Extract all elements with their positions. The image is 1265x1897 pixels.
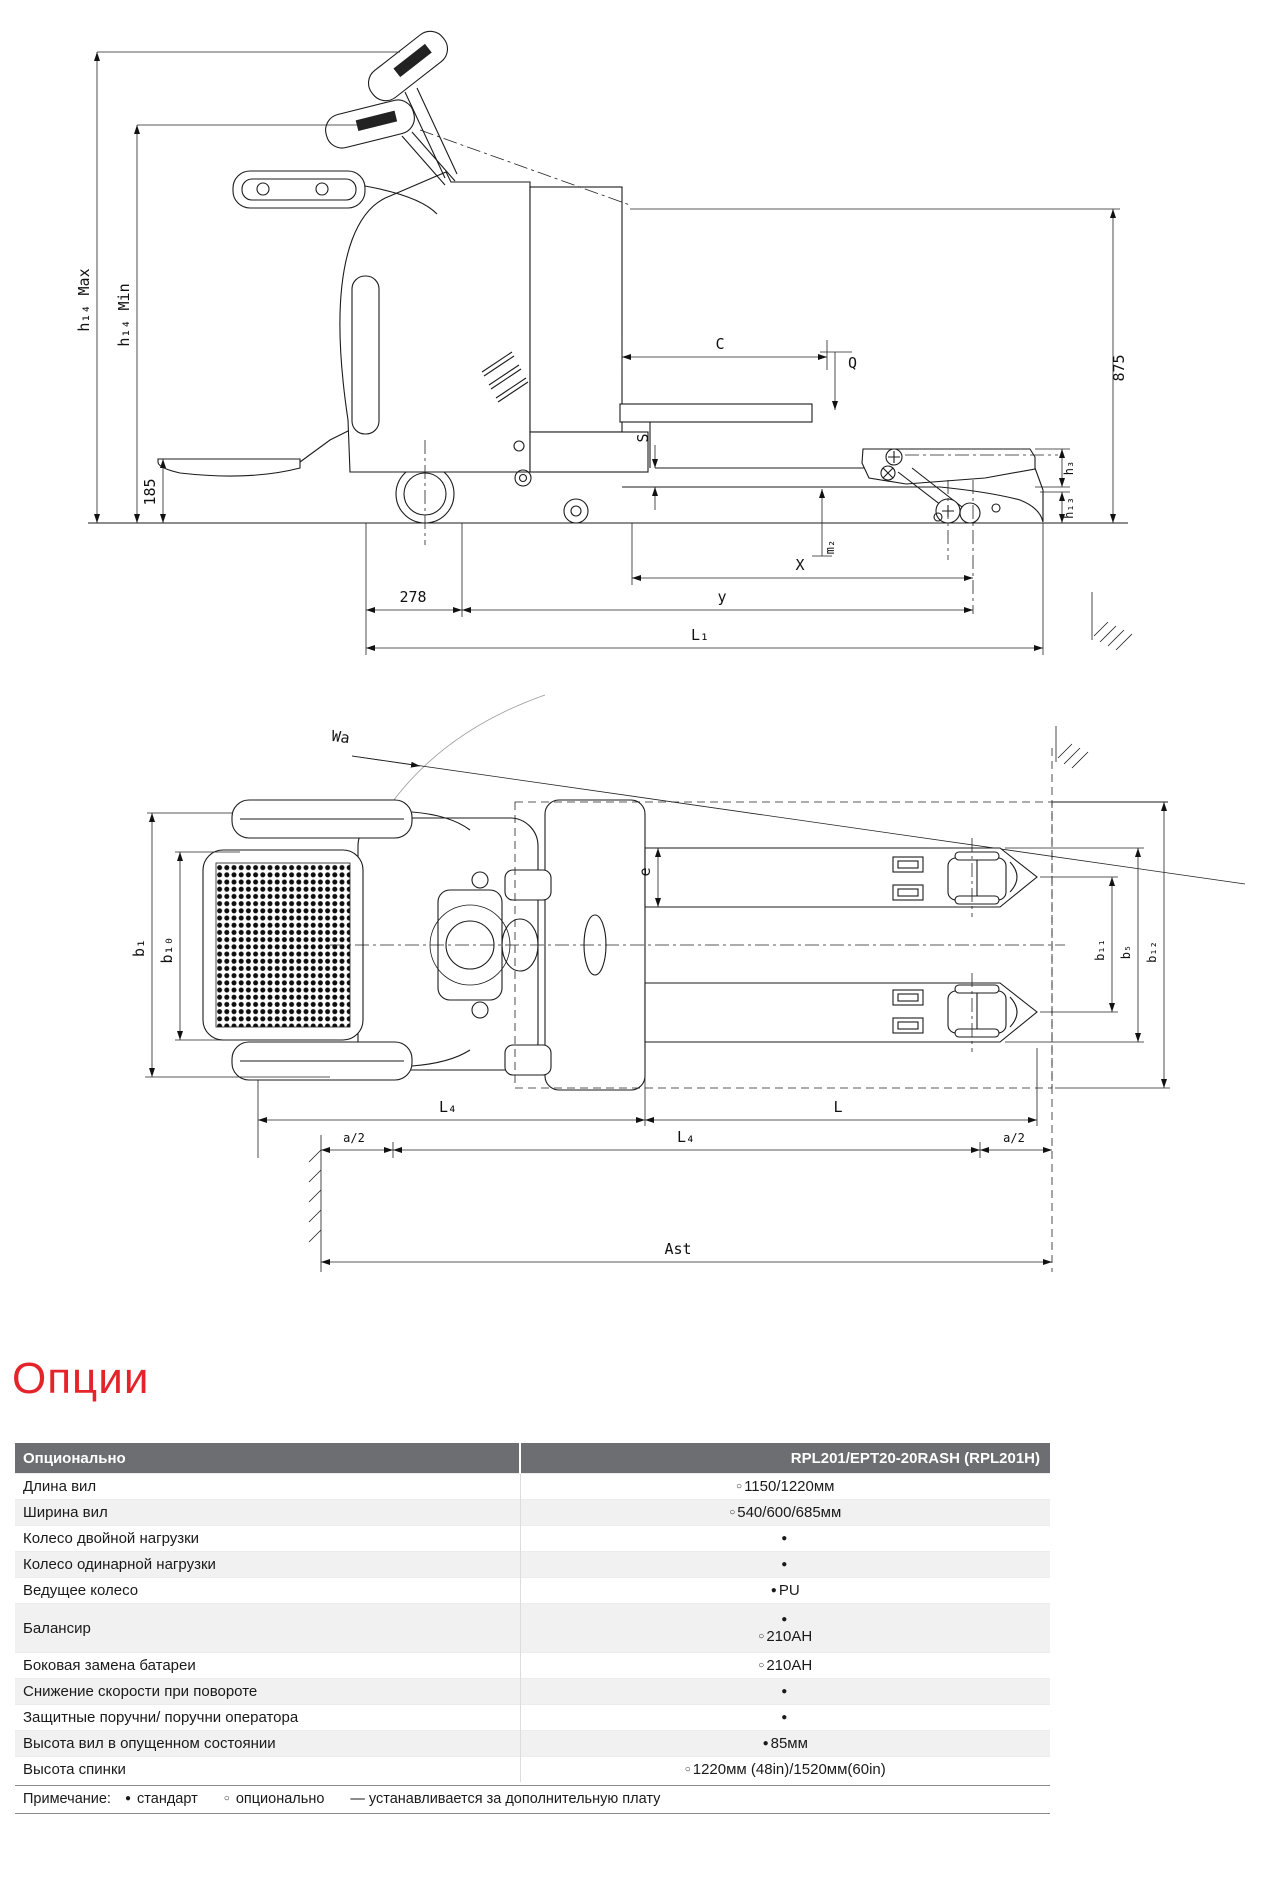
dim-label-q: Q	[848, 354, 858, 372]
dim-label-a2-left: a/2	[343, 1131, 365, 1145]
side-view-drawing	[75, 25, 1128, 655]
dim-label-h3: h₃	[1062, 460, 1076, 476]
table-row	[15, 1757, 1050, 1783]
dim-label-l4-mid: L₄	[676, 1128, 696, 1146]
dim-label-h14-max: h₁₄ Max	[75, 268, 93, 332]
row-value: ●	[520, 1679, 1050, 1705]
table-row	[15, 1653, 1050, 1679]
wall-hatch-right-mid	[1056, 726, 1088, 768]
options-table-body	[15, 1474, 1050, 1783]
dim-label-278: 278	[399, 588, 427, 606]
row-label: Ведущее колесо	[15, 1578, 520, 1604]
row-label: Колесо одинарной нагрузки	[15, 1552, 520, 1578]
dim-label-h14-min: h₁₄ Min	[115, 283, 133, 347]
row-value: ● 85мм	[520, 1731, 1050, 1757]
options-table	[15, 1443, 1050, 1782]
fork-side	[622, 422, 1058, 614]
row-label: Высота вил в опущенном состоянии	[15, 1731, 520, 1757]
row-value: ●	[520, 1705, 1050, 1731]
table-row	[15, 1500, 1050, 1526]
dim-label-185: 185	[141, 478, 159, 506]
wall-hatch-right-top	[1092, 592, 1132, 650]
row-label: Ширина вил	[15, 1500, 520, 1526]
row-label: Высота спинки	[15, 1757, 520, 1783]
row-value: ○ 1150/1220мм	[520, 1474, 1050, 1500]
row-label: Балансир	[15, 1604, 520, 1653]
row-label: Снижение скорости при повороте	[15, 1679, 520, 1705]
dim-label-b5: b₅	[1119, 944, 1133, 960]
wall-hatch-left	[309, 1135, 321, 1272]
table-row	[15, 1604, 1050, 1653]
dim-label-l-fork: L	[833, 1098, 843, 1116]
table-note-label: Примечание:	[23, 1791, 111, 1808]
table-row	[15, 1578, 1050, 1604]
dim-label-c: C	[715, 335, 725, 353]
dim-label-l1: L₁	[690, 626, 710, 644]
fork-top-lower	[645, 973, 1037, 1052]
dim-label-875: 875	[1110, 354, 1128, 382]
dim-label-x: X	[795, 556, 805, 574]
table-row	[15, 1474, 1050, 1500]
pallet-truck-top-silhouette	[203, 592, 1168, 1272]
row-value: ●	[520, 1526, 1050, 1552]
dim-label-y: y	[717, 588, 727, 606]
row-label: Боковая замена батареи	[15, 1653, 520, 1679]
table-row	[15, 1731, 1050, 1757]
table-row	[15, 1679, 1050, 1705]
row-value: ● PU	[520, 1578, 1050, 1604]
row-value: ● ○ 210AH	[520, 1604, 1050, 1653]
options-table-container	[15, 1443, 1050, 1814]
note-item: ● стандарт	[124, 1791, 198, 1808]
table-note	[15, 1785, 1050, 1814]
tiller-arm-max	[362, 25, 457, 178]
row-value: ○ 210AH	[520, 1653, 1050, 1679]
pallet-truck-side-silhouette	[158, 25, 1058, 614]
row-value: ○ 1220мм (48in)/1520мм(60in)	[520, 1757, 1050, 1783]
dim-label-b11: b₁₁	[1093, 939, 1107, 961]
dim-label-a2-right: a/2	[1003, 1131, 1025, 1145]
table-note-items	[111, 1791, 660, 1807]
dim-label-b12: b₁₂	[1145, 941, 1159, 963]
row-label: Защитные поручни/ поручни оператора	[15, 1705, 520, 1731]
table-row	[15, 1705, 1050, 1731]
table-header-col1: Опционально	[15, 1443, 520, 1474]
note-item: — устанавливается за дополнительную плату	[350, 1791, 661, 1808]
table-row	[15, 1526, 1050, 1552]
row-label: Длина вил	[15, 1474, 520, 1500]
fork-top-upper	[645, 838, 1037, 917]
dim-label-b10: b₁₀	[158, 936, 176, 964]
dim-label-s: S	[634, 433, 652, 443]
dim-label-l4-body: L₄	[438, 1098, 458, 1116]
dim-label-e: e	[636, 867, 654, 877]
dim-label-ast: Ast	[664, 1240, 692, 1258]
dim-label-wa: Wa	[330, 726, 351, 748]
dim-label-b1: b₁	[130, 938, 148, 958]
table-header-col2: RPL201/EPT20-20RASH (RPL201H)	[520, 1443, 1050, 1474]
dim-label-m2: m₂	[823, 539, 837, 555]
top-view-drawing	[130, 592, 1245, 1272]
row-value: ●	[520, 1552, 1050, 1578]
options-section-title: Опции	[12, 1354, 150, 1403]
table-row	[15, 1552, 1050, 1578]
row-label: Колесо двойной нагрузки	[15, 1526, 520, 1552]
table-header-row	[15, 1443, 1050, 1474]
note-item: ○ опционально	[223, 1791, 325, 1808]
dim-label-h13: h₁₃	[1062, 497, 1076, 519]
row-value: ○ 540/600/685мм	[520, 1500, 1050, 1526]
